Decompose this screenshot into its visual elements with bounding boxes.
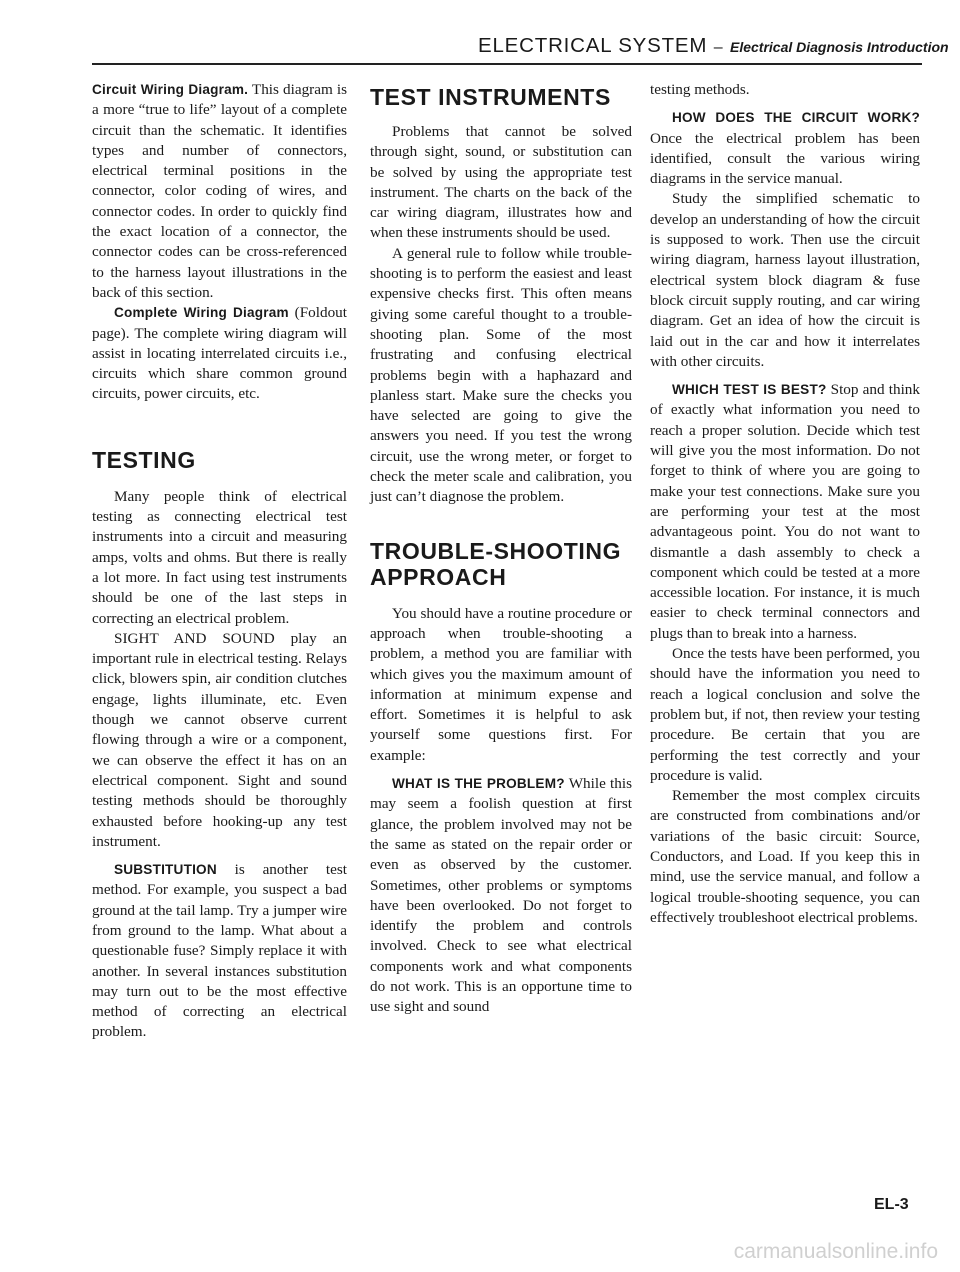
paragraph-what-is-the-problem (370, 774, 632, 1018)
heading-testing: TESTING (92, 446, 196, 473)
header-title: ELECTRICAL SYSTEM (478, 34, 708, 57)
paragraph-circuit-wiring-diagram (92, 80, 347, 303)
column-middle (370, 80, 632, 1018)
paragraph-complete-wiring-diagram (92, 303, 347, 404)
header-separator: – (713, 39, 724, 56)
text-what-is-the-problem: While this may seem a foolish question at first glance, the problem involved may not be the same as stated on the repair order or even as observed by the customer. Sometimes, other problems or symptoms have been overlooked. Do not forget to identify the problem and controls involved. Check to see what electrical components work and what components do not work. This is an opportune time to use sight and sound (370, 775, 632, 1016)
heading-approach-line-2: APPROACH (370, 563, 507, 590)
heading-trouble-shooting-approach (370, 538, 632, 590)
header-rule (92, 63, 922, 65)
column-left (92, 80, 347, 1043)
page-number: EL-3 (874, 1196, 909, 1213)
heading-test-instruments: TEST INSTRUMENTS (370, 84, 611, 110)
paragraph-routine-procedure: You should have a routine procedure or approach when trouble-shooting a problem, a method you are familiar with which gives you the maximum amount of information at minimum expense and effort. Sometimes it is helpful to ask yourself some questions first. For example: (370, 604, 632, 764)
paragraph-general-rule: A general rule to follow while trouble-shooting is to perform the easiest and least expensive checks first. This often means giving some careful thought to a trouble-shooting plan. Some of the most frustrating and confusing electrical problems begin with a haphazard and planless start. Make sure the checks you have selected are going to give the answers you need. If you test the wrong circuit, use the wrong meter, or forget to check the meter scale and calibration, you just can’t diagnose the problem. (370, 244, 632, 506)
paragraph-testing-intro: Many people think of electrical testing as connecting electrical test instruments into a circuit and measuring amps, volts and ohms. But there is really a lot more. In fact using test instruments should be one of the last steps in correcting an electrical problem. (92, 487, 347, 627)
page-header (478, 34, 949, 58)
header-subtitle: Electrical Diagnosis Introduction (729, 39, 949, 55)
paragraph-how-does-the-circuit-work (650, 108, 920, 189)
paragraph-tests-performed: Once the tests have been performed, you should have the information you need to reach a logical conclusion and solve the problem but, if not, then review your testing procedure. Be certain that you are performing the test correctly and your procedure is valid. (650, 645, 920, 784)
heading-approach-line-1: TROUBLE-SHOOTING (370, 537, 622, 564)
text-complete-wiring-diagram: (Foldout page). The complete wiring diagram will assist in locating interrelated circuits i.e., circuits which share common ground circuits, power circuits, etc. (92, 304, 347, 403)
text-substitution: is another test method. For example, you suspect a bad ground at the tail lamp. Try a jumper wire from ground to the lamp. What about a questionable fuse? Simply replace it with another. In several instances substitution may turn out to be the most effective method of correcting an electrical problem. (92, 861, 347, 1041)
lead-circuit-wiring-diagram: Circuit Wiring Diagram. (92, 82, 249, 97)
lead-complete-wiring-diagram: Complete Wiring Diagram (114, 305, 289, 321)
lead-which-test-is-best: WHICH TEST IS BEST? (672, 382, 827, 398)
watermark: carmanualsonline.info (733, 1240, 938, 1263)
paragraph-substitution (92, 860, 347, 1043)
lead-how-does-the-circuit-work: HOW DOES THE CIRCUIT WORK? (672, 110, 920, 126)
text-how-does-the-circuit-work: Once the electrical problem has been identified, consult the various wiring diagrams in the service manual. (650, 129, 920, 188)
text-circuit-wiring-diagram: This diagram is a more “true to life” layout of a complete circuit than the schematic. It identifies types and number of connectors, electrical terminal positions in the connector, color coding of wires, and connector codes. In order to quickly find the exact location of a connector, the connector codes can be cross-referenced to the harness layout illustrations in the back of this section. (92, 81, 347, 301)
text-which-test-is-best: Stop and think of exactly what information you need to reach a proper solution. Decide which test will give you the most information. Do not forget to think of where you are going to make your test connections. Make sure you are performing your test at the most advantageous point. You do not want to dismantle a dash assembly to check a component which could be tested at a more accessible location. For instance, it is much easier to check terminal connectors and plugs than to break into a harness. (650, 381, 920, 642)
lead-what-is-the-problem: WHAT IS THE PROBLEM? (392, 776, 565, 792)
paragraph-sight-and-sound: SIGHT AND SOUND play an important rule in electrical testing. Relays click, blowers spin, air condition clutches engage, lights illuminate, etc. Even though we cannot observe current flowing through a wire or a component, we can observe the effect it has on an electrical component. Sight and sound testing methods should be thoroughly exhausted before hooking-up any test instrument. (92, 629, 347, 850)
paragraph-which-test-is-best (650, 380, 920, 644)
lead-substitution: SUBSTITUTION (114, 862, 217, 878)
paragraph-simplified-schematic: Study the simplified schematic to develop an understanding of how the circuit is supposed to work. Then use the circuit wiring diagram, harness layout illustration, electrical system block diagram & fuse block circuit supply routing, and car wiring diagram. Get an idea of how the circuit is laid out in the car and how it interrelates with other circuits. (650, 190, 920, 370)
paragraph-complex-circuits: Remember the most complex circuits are constructed from combinations and/or variations of the basic circuit: Source, Conductors, and Load. If you keep this in mind, use the service manual, and follow a logical trouble-shooting sequence, you can effectively troubleshoot electrical problems. (650, 787, 920, 926)
column-right (650, 80, 920, 928)
paragraph-continued: testing methods. (650, 81, 750, 98)
paragraph-test-instruments: Problems that cannot be solved through sight, sound, or substitution can be solved by using the appropriate test instrument. The charts on the back of the car wiring diagram, illustrates how and when these instruments should be used. (370, 123, 632, 242)
